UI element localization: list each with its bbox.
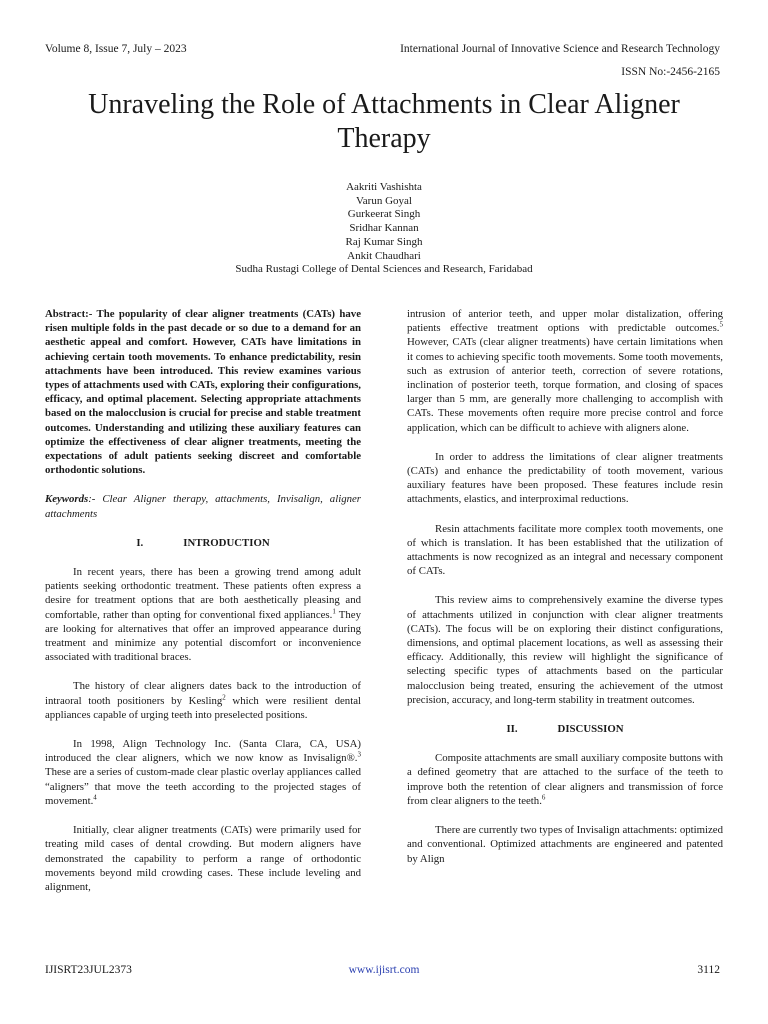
- right-column: [407, 307, 723, 881]
- author: Gurkeerat Singh: [347, 208, 421, 221]
- author: Varun Goyal: [356, 194, 412, 207]
- section-heading-introduction: [45, 536, 361, 550]
- paragraph-text: However, CATs (clear aligner treatments) have certain limitations when it comes to achieving specific tooth movements. Some tooth movements, such as extrusion of anterior teeth, correction of severe rotations, inclination of posterior teeth, torque formation, and closing of spaces larger than 5 mm, are generally more challenging to accomplish with CATs. These movements often require more precise control and force application, which can be difficult to achieve with aligners alone.: [407, 336, 723, 434]
- abstract-label: Abstract:-: [45, 308, 93, 320]
- citation-ref[interactable]: 5: [719, 320, 723, 329]
- author: Ankit Chaudhari: [347, 249, 421, 262]
- paragraph-text: The history of clear aligners dates back to the introduction of intraoral tooth positioners by Kesling: [45, 680, 361, 707]
- section-title: INTRODUCTION: [183, 536, 270, 549]
- citation-ref[interactable]: 3: [357, 750, 361, 759]
- paragraph-text: They are looking for alternatives that offer an improved appearance during treatment and minimize any potential discomfort or inconvenience associated with traditional braces.: [45, 608, 361, 664]
- paragraph: [407, 751, 723, 808]
- paragraph: This review aims to comprehensively examine the diverse types of attachments utilized in conjunction with clear aligner treatments (CATs). The focus will be on exploring their distinct configurations, dimensions, and optimal placement locations, as well as assessing their efficacy. Additionally, this review will highlight the significance of selecting specific types of attachments based on the particular malocclusion being treated, ensuring the achievement of the utmost precision, accuracy, and long-term stability in treatment outcomes.: [407, 594, 723, 706]
- issn: ISSN No:-2456-2165: [621, 66, 720, 78]
- section-number: I.: [136, 536, 144, 549]
- journal-url-link[interactable]: www.ijisrt.com: [348, 964, 420, 976]
- citation-ref[interactable]: 1: [332, 607, 336, 616]
- author-block: [100, 181, 668, 277]
- paragraph: [45, 679, 361, 722]
- paragraph: There are currently two types of Invisalign attachments: optimized and conventional. Optimized attachments are engineered and patented by Align: [407, 824, 723, 865]
- affiliation: Sudha Rustagi College of Dental Sciences and Research, Faridabad: [235, 263, 533, 276]
- citation-ref[interactable]: 2: [222, 693, 226, 702]
- keywords-label: Keywords: [45, 493, 89, 506]
- article-id: IJISRT23JUL2373: [45, 964, 132, 976]
- journal-name: International Journal of Innovative Science and Research Technology: [400, 43, 720, 55]
- paragraph: [407, 307, 723, 435]
- author: Aakriti Vashishta: [346, 181, 422, 193]
- paragraph: [45, 565, 361, 664]
- keywords: [45, 492, 361, 520]
- paragraph-text: Composite attachments are small auxiliary composite buttons with a defined geometry that are attached to the surface of the teeth to improve both the retention of clear aligners and transmission of force from clear aligners to the teeth.: [407, 752, 723, 807]
- section-title: DISCUSSION: [557, 723, 624, 736]
- section-heading-discussion: [407, 722, 723, 736]
- paragraph: Initially, clear aligner treatments (CATs) were primarily used for treating mild cases of dental crowding. But modern aligners have demonstrated the capability to perform a range of orthodontic movements beyond mild crowding cases. These include leveling and alignment,: [45, 824, 361, 893]
- paragraph: In order to address the limitations of clear aligner treatments (CATs) and enhance the predictability of tooth movement, various auxiliary features have been proposed. These features include resin attachments, elastics, and interproximal reductions.: [407, 450, 723, 506]
- section-number: II.: [506, 723, 518, 736]
- author: Raj Kumar Singh: [345, 235, 423, 248]
- page-number: 3112: [697, 964, 720, 976]
- citation-ref[interactable]: 4: [93, 793, 97, 802]
- left-column: [45, 307, 361, 909]
- keywords-text: :- Clear Aligner therapy, attachments, Invisalign, aligner attachments: [45, 493, 361, 520]
- paragraph-text: In recent years, there has been a growing trend among adult patients seeking orthodontic treatment. These patients often express a desire for treatment options that are both aesthetically pleasing and comfortable, rather than opting for conventional fixed appliances.: [45, 566, 361, 621]
- paragraph-text: These are a series of custom-made clear plastic overlay appliances called “aligners” that move the teeth according to the projected stages of movement.: [45, 766, 361, 807]
- paragraph-text: In 1998, Align Technology Inc. (Santa Clara, CA, USA) introduced the clear aligners, which we now know as Invisalign®.: [45, 738, 361, 765]
- abstract: [45, 307, 361, 477]
- paragraph: [45, 737, 361, 808]
- paper-title: Unraveling the Role of Attachments in Clear Aligner Therapy: [88, 89, 680, 154]
- volume-info: Volume 8, Issue 7, July – 2023: [45, 43, 187, 55]
- author: Sridhar Kannan: [349, 222, 419, 235]
- paragraph: Resin attachments facilitate more complex tooth movements, one of which is translation. It has been established that the utilization of attachments is now recognized as an integral and necessary component of CATs.: [407, 522, 723, 578]
- paragraph-text: which were resilient dental appliances capable of urging teeth into preselected positions.: [45, 694, 361, 721]
- abstract-text: The popularity of clear aligner treatments (CATs) have risen multiple folds in the past decade or so due to a demand for an aesthetic appeal and comfort. However, CATs have limitations in achieving certain tooth movements. To enhance predictability, resin attachments have been introduced. This review examines various types of attachments used with CATs, exploring their configurations, efficacy, and optimal placement. Selecting appropriate attachments based on the malocclusion is crucial for precise and stable treatment outcomes. Understanding and utilizing these auxiliary features can optimize the effectiveness of clear aligner treatments, meeting the expectations of adult patients seeking discreet and comfortable orthodontic solutions.: [45, 308, 361, 477]
- citation-ref[interactable]: 6: [541, 793, 546, 802]
- paragraph-text: intrusion of anterior teeth, and upper molar distalization, offering patients effective treatment options with predictable outcomes.: [407, 308, 723, 335]
